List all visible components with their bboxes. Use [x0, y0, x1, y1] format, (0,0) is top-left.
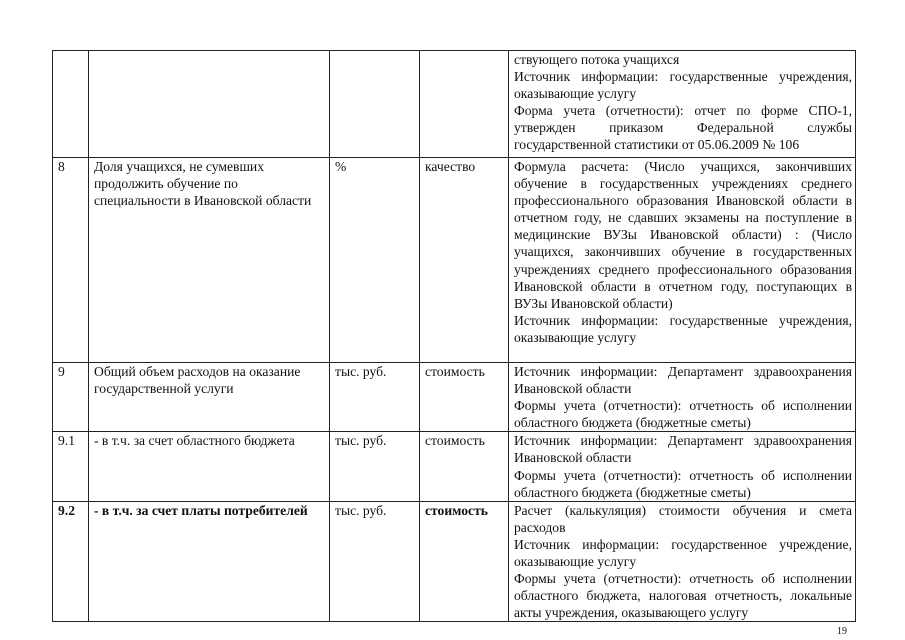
indicator-type: стоимость [420, 432, 509, 501]
table-row [53, 432, 856, 501]
description-paragraph: ствующего потока учащихся [514, 52, 680, 67]
calculation-description [509, 51, 856, 158]
indicator-type: стоимость [420, 501, 509, 622]
description-paragraph: Источник информации: государственные учреждения, оказывающие услугу [514, 69, 852, 102]
unit-of-measure [330, 51, 420, 158]
description-paragraph: Формы учета (отчетности): отчетность об исполнении областного бюджета, налоговая отчетность, локальные акты учреждения, оказывающего услугу [514, 571, 852, 621]
description-paragraph: Формы учета (отчетности): отчетность об исполнении областного бюджета (бюджетные сметы) [514, 398, 852, 431]
indicators-table [52, 50, 856, 622]
table-row [53, 51, 856, 158]
calculation-description [509, 158, 856, 363]
row-number [53, 51, 89, 158]
description-paragraph: Источник информации: государственное учреждение, оказывающие услугу [514, 536, 852, 570]
unit-of-measure: тыс. руб. [330, 501, 420, 622]
calculation-description [509, 363, 856, 432]
calculation-description [509, 432, 856, 501]
indicator-name [89, 51, 330, 158]
description-paragraph: Формы учета (отчетности): отчетность об исполнении областного бюджета (бюджетные сметы) [514, 467, 852, 500]
row-number: 9.1 [53, 432, 89, 501]
unit-of-measure: тыс. руб. [330, 363, 420, 432]
unit-of-measure: тыс. руб. [330, 432, 420, 501]
page-number: 19 [837, 626, 847, 637]
description-paragraph: Источник информации: государственные учреждения, оказывающие услугу [514, 312, 852, 345]
table-row [53, 501, 856, 622]
indicator-name: Доля учащихся, не сумевших продолжить обучение по специальности в Ивановской области [89, 158, 330, 363]
description-paragraph: Расчет (калькуляция) стоимости обучения и смета расходов [514, 502, 852, 535]
row-number: 8 [53, 158, 89, 363]
table-row [53, 158, 856, 363]
indicator-name: Общий объем расходов на оказание государственной услуги [89, 363, 330, 432]
row-number: 9 [53, 363, 89, 432]
indicator-name: - в т.ч. за счет платы потребителей [89, 501, 330, 622]
calculation-description [509, 501, 856, 622]
indicator-type: стоимость [420, 363, 509, 432]
table-row [53, 363, 856, 432]
description-paragraph: Источник информации: Департамент здравоохранения Ивановской области [514, 364, 852, 397]
indicator-name: - в т.ч. за счет областного бюджета [89, 432, 330, 501]
description-paragraph: Источник информации: Департамент здравоохранения Ивановской области [514, 433, 852, 466]
row-number: 9.2 [53, 501, 89, 622]
description-paragraph: Формула расчета: (Число учащихся, закончивших обучение в государственных учреждениях среднего профессионального образования Ивановской области в отчетном году, не сдавших экзамены на поступление в медицинские ВУЗы Ивановской области) : (Число учащихся, закончивших обучение в государственных учреждениях среднего профессионального образования Ивановской области в отчетном году, поступающих в ВУЗы Ивановской области) [514, 159, 852, 311]
unit-of-measure: % [330, 158, 420, 363]
indicator-type [420, 51, 509, 158]
indicator-type: качество [420, 158, 509, 363]
description-paragraph: Форма учета (отчетности): отчет по форме СПО-1, утвержден приказом Федеральной службы государственной статистики от 05.06.2009 № 106 [514, 103, 852, 153]
